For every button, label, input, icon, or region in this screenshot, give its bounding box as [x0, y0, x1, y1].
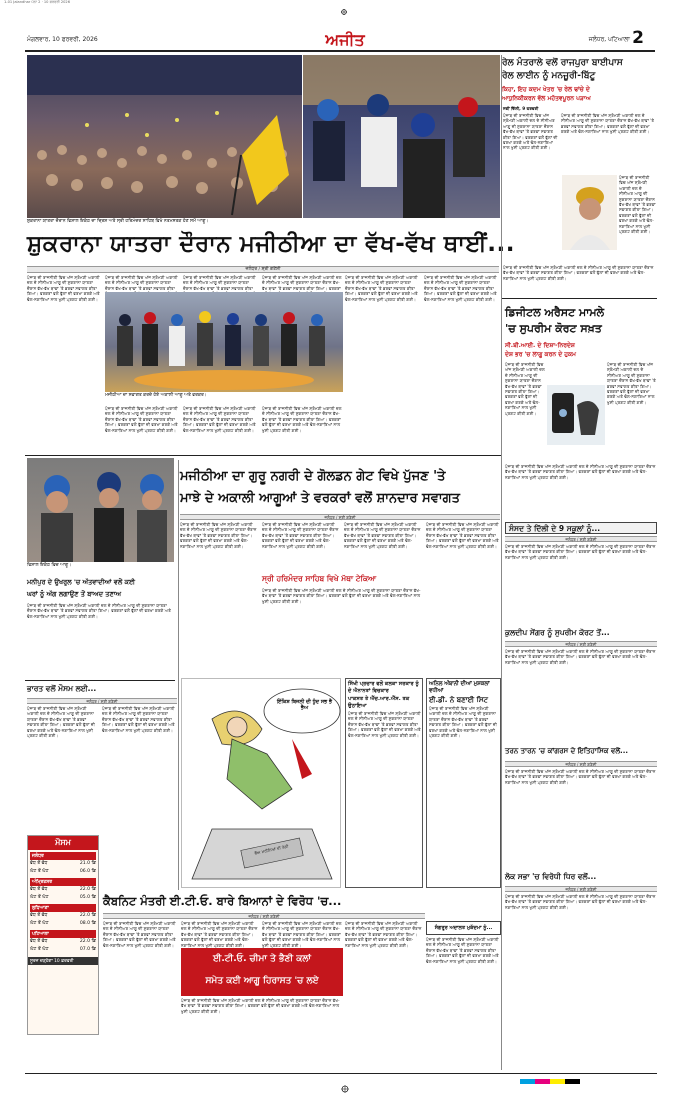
top-body-col-2: ਪੰਜਾਬ ਦੀ ਰਾਜਨੀਤੀ ਵਿਚ ਅੱਜ ਸ਼੍ਰੋਮਣੀ ਅਕਾਲੀ ਦਲ ਦੇ ਸੀਨੀਅਰ ਆਗੂ ਦੀ ਸ਼ੁਕਰਾਨਾ ਯਾਤਰਾ ਦੌਰਾਨ ਵੱਖ-ਵੱਖ ਥਾਵਾਂ 'ਤੇ ਭਰਵਾਂ ਸਵਾਗਤ ਕੀਤਾ	[105, 275, 178, 291]
weather-city: ਜਲੰਧਰ	[30, 852, 96, 860]
rail-body-4: ਪੰਜਾਬ ਦੀ ਰਾਜਨੀਤੀ ਵਿਚ ਅੱਜ ਸ਼੍ਰੋਮਣੀ ਅਕਾਲੀ ਦਲ ਦੇ ਸੀਨੀਅਰ ਆਗੂ ਦੀ ਸ਼ੁਕਰਾਨਾ ਯਾਤਰਾ ਦੌਰਾਨ ਵੱਖ-ਵੱਖ ਥਾਵਾਂ 'ਤੇ ਭਰਵਾਂ ਸਵਾਗਤ ਕੀਤਾ ਗਿਆ। ਵਰਕਰਾਂ ਵਲੋਂ ਫੁੱਲਾਂ ਦੀ ਵਰਖਾ ਕਰਕੇ ਅਤੇ ਢੋਲ-ਨਗਾਰਿਆਂ ਨਾਲ ਖੁਸ਼ੀ ਪ੍ਰਗਟ ਕੀਤੀ ਗਈ।	[503, 265, 654, 281]
weather-min-label: ਘੱਟ ਤੋਂ ਘੱਟ	[30, 947, 49, 952]
masthead-title: ਅਜੀਤ	[325, 30, 365, 49]
tarn-taran-body: ਪੰਜਾਬ ਦੀ ਰਾਜਨੀਤੀ ਵਿਚ ਅੱਜ ਸ਼੍ਰੋਮਣੀ ਅਕਾਲੀ ਦਲ ਦੇ ਸੀਨੀਅਰ ਆਗੂ ਦੀ ਸ਼ੁਕਰਾਨਾ ਯਾਤਰਾ ਦੌਰਾਨ ਵੱਖ-ਵੱਖ ਥਾਵਾਂ 'ਤੇ ਭਰਵਾਂ ਸਵਾਗਤ ਕੀਤਾ ਗਿਆ। ਵਰਕਰਾਂ ਵਲੋਂ ਫੁੱਲਾਂ ਦੀ ਵਰਖਾ ਕਰਕੇ ਅਤੇ ਢੋਲ-ਨਗਾਰਿਆਂ ਨਾਲ ਖੁਸ਼ੀ ਪ੍ਰਗਟ ਕੀਤੀ ਗਈ।	[505, 769, 656, 785]
weather-min: 06.0 ਡਿ	[79, 869, 96, 874]
cabinet-headline: ਕੈਬਨਿਟ ਮੰਤਰੀ ਈ.ਟੀ.ਓ. ਬਾਰੇ ਬਿਆਨਾਂ ਦੇ ਵਿਰੋਧ 'ਚ...	[103, 894, 342, 908]
weather-max-label: ਵੱਧ ਤੋਂ ਵੱਧ	[30, 913, 48, 918]
weather-min: 05.0 ਡਿ	[79, 895, 96, 900]
left-divider	[25, 680, 175, 681]
bittu-portrait-photo	[562, 175, 617, 250]
top-body-col-1: ਪੰਜਾਬ ਦੀ ਰਾਜਨੀਤੀ ਵਿਚ ਅੱਜ ਸ਼੍ਰੋਮਣੀ ਅਕਾਲੀ ਦਲ ਦੇ ਸੀਨੀਅਰ ਆਗੂ ਦੀ ਸ਼ੁਕਰਾਨਾ ਯਾਤਰਾ ਦੌਰਾਨ ਵੱਖ-ਵੱਖ ਥਾਵਾਂ 'ਤੇ ਭਰਵਾਂ ਸਵਾਗਤ ਕੀਤਾ ਗਿਆ। ਵਰਕਰਾਂ ਵਲੋਂ ਫੁੱਲਾਂ ਦੀ ਵਰਖਾ ਕਰਕੇ ਅਤੇ ਢੋਲ-ਨਗਾਰਿਆਂ ਨਾਲ ਖੁਸ਼ੀ ਪ੍ਰਗਟ ਕੀਤੀ ਗਈ।	[27, 275, 100, 302]
col-rule-1	[501, 55, 502, 1070]
mid-body-b: ਪੰਜਾਬ ਦੀ ਰਾਜਨੀਤੀ ਵਿਚ ਅੱਜ ਸ਼੍ਰੋਮਣੀ ਅਕਾਲੀ ਦਲ ਦੇ ਸੀਨੀਅਰ ਆਗੂ ਦੀ ਸ਼ੁਕਰਾਨਾ ਯਾਤਰਾ ਦੌਰਾਨ ਵੱਖ-ਵੱਖ ਥਾਵਾਂ 'ਤੇ ਭਰਵਾਂ ਸਵਾਗਤ ਕੀਤਾ ਗਿਆ। ਵਰਕਰਾਂ ਵਲੋਂ ਫੁੱਲਾਂ ਦੀ ਵਰਖਾ ਕਰਕੇ ਅਤੇ ਢੋਲ-ਨਗਾਰਿਆਂ ਨਾਲ ਖੁਸ਼ੀ ਪ੍ਰਗਟ ਕੀਤੀ ਗਈ।	[183, 406, 256, 433]
top-strip: 1-01 Jalandhar ਪੰਨਾ 2 · 10 ਫਰਵਰੀ 2026	[4, 0, 71, 4]
cabinet-byline-bar: ਜਲੰਧਰ / ਸ਼੍ਰੀ ਗਣੇਸ਼ੀ	[103, 913, 425, 919]
leaders-group-photo	[27, 458, 174, 562]
political-cartoon	[181, 678, 341, 888]
registration-mark-bottom	[341, 1078, 349, 1086]
top-body-col-3: ਪੰਜਾਬ ਦੀ ਰਾਜਨੀਤੀ ਵਿਚ ਅੱਜ ਸ਼੍ਰੋਮਣੀ ਅਕਾਲੀ ਦਲ ਦੇ ਸੀਨੀਅਰ ਆਗੂ ਦੀ ਸ਼ੁਕਰਾਨਾ ਯਾਤਰਾ ਦੌਰਾਨ ਵੱਖ-ਵੱਖ ਥਾਵਾਂ 'ਤੇ ਭਰਵਾਂ ਸਵਾਗਤ ਕੀਤਾ	[183, 275, 256, 291]
top-body-col-4: ਪੰਜਾਬ ਦੀ ਰਾਜਨੀਤੀ ਵਿਚ ਅੱਜ ਸ਼੍ਰੋਮਣੀ ਅਕਾਲੀ ਦਲ ਦੇ ਸੀਨੀਅਰ ਆਗੂ ਦੀ ਸ਼ੁਕਰਾਨਾ ਯਾਤਰਾ ਦੌਰਾਨ ਵੱਖ-ਵੱਖ ਥਾਵਾਂ 'ਤੇ ਭਰਵਾਂ ਸਵਾਗਤ ਕੀਤਾ ਗਿਆ। ਵਰਕਰਾਂ	[262, 275, 342, 291]
gg-body-3: ਪੰਜਾਬ ਦੀ ਰਾਜਨੀਤੀ ਵਿਚ ਅੱਜ ਸ਼੍ਰੋਮਣੀ ਅਕਾਲੀ ਦਲ ਦੇ ਸੀਨੀਅਰ ਆਗੂ ਦੀ ਸ਼ੁਕਰਾਨਾ ਯਾਤਰਾ ਦੌਰਾਨ ਵੱਖ-ਵੱਖ ਥਾਵਾਂ 'ਤੇ ਭਰਵਾਂ ਸਵਾਗਤ ਕੀਤਾ ਗਿਆ। ਵਰਕਰਾਂ ਵਲੋਂ ਫੁੱਲਾਂ ਦੀ ਵਰਖਾ ਕਰਕੇ ਅਤੇ ਢੋਲ-ਨਗਾਰਿਆਂ ਨਾਲ ਖੁਸ਼ੀ ਪ੍ਰਗਟ ਕੀਤੀ ਗਈ।	[344, 522, 421, 549]
weather-max-label: ਵੱਧ ਤੋਂ ਵੱਧ	[30, 939, 48, 944]
golden-gate-headline-2: ਮਾਝੇ ਦੇ ਅਕਾਲੀ ਆਗੂਆਂ ਤੇ ਵਰਕਰਾਂ ਵਲੋਂ ਸ਼ਾਨਦਾਰ ਸਵਾਗਤ	[180, 491, 460, 506]
da-body-3: ਪੰਜਾਬ ਦੀ ਰਾਜਨੀਤੀ ਵਿਚ ਅੱਜ ਸ਼੍ਰੋਮਣੀ ਅਕਾਲੀ ਦਲ ਦੇ ਸੀਨੀਅਰ ਆਗੂ ਦੀ ਸ਼ੁਕਰਾਨਾ ਯਾਤਰਾ ਦੌਰਾਨ ਵੱਖ-ਵੱਖ ਥਾਵਾਂ 'ਤੇ ਭਰਵਾਂ ਸਵਾਗਤ ਕੀਤਾ ਗਿਆ। ਵਰਕਰਾਂ ਵਲੋਂ ਫੁੱਲਾਂ ਦੀ ਵਰਖਾ ਕਰਕੇ ਅਤੇ ਢੋਲ-ਨਗਾਰਿਆਂ ਨਾਲ ਖੁਸ਼ੀ ਪ੍ਰਗਟ ਕੀਤੀ ਗਈ।	[505, 464, 656, 480]
top-body-col-5: ਪੰਜਾਬ ਦੀ ਰਾਜਨੀਤੀ ਵਿਚ ਅੱਜ ਸ਼੍ਰੋਮਣੀ ਅਕਾਲੀ ਦਲ ਦੇ ਸੀਨੀਅਰ ਆਗੂ ਦੀ ਸ਼ੁਕਰਾਨਾ ਯਾਤਰਾ ਦੌਰਾਨ ਵੱਖ-ਵੱਖ ਥਾਵਾਂ 'ਤੇ ਭਰਵਾਂ ਸਵਾਗਤ ਕੀਤਾ ਗਿਆ। ਵਰਕਰਾਂ ਵਲੋਂ ਫੁੱਲਾਂ ਦੀ ਵਰਖਾ ਕਰਕੇ ਅਤੇ ਢੋਲ-ਨਗਾਰਿਆਂ ਨਾਲ ਖੁਸ਼ੀ ਪ੍ਰਗਟ ਕੀਤੀ ਗਈ।	[345, 275, 418, 302]
masthead-edition: ਜਲੰਧਰ, ਪਟਿਆਲਾ	[588, 36, 630, 43]
gg-body-4: ਪੰਜਾਬ ਦੀ ਰਾਜਨੀਤੀ ਵਿਚ ਅੱਜ ਸ਼੍ਰੋਮਣੀ ਅਕਾਲੀ ਦਲ ਦੇ ਸੀਨੀਅਰ ਆਗੂ ਦੀ ਸ਼ੁਕਰਾਨਾ ਯਾਤਰਾ ਦੌਰਾਨ ਵੱਖ-ਵੱਖ ਥਾਵਾਂ 'ਤੇ ਭਰਵਾਂ ਸਵਾਗਤ ਕੀਤਾ ਗਿਆ। ਵਰਕਰਾਂ ਵਲੋਂ ਫੁੱਲਾਂ ਦੀ ਵਰਖਾ ਕਰਕੇ ਅਤੇ ਢੋਲ-ਨਗਾਰਿਆਂ ਨਾਲ ਖੁਸ਼ੀ ਪ੍ਰਗਟ ਕੀਤੀ ਗਈ।	[426, 522, 499, 549]
weather-title: ਮੌਸਮ	[28, 836, 98, 850]
cab-body-1: ਪੰਜਾਬ ਦੀ ਰਾਜਨੀਤੀ ਵਿਚ ਅੱਜ ਸ਼੍ਰੋਮਣੀ ਅਕਾਲੀ ਦਲ ਦੇ ਸੀਨੀਅਰ ਆਗੂ ਦੀ ਸ਼ੁਕਰਾਨਾ ਯਾਤਰਾ ਦੌਰਾਨ ਵੱਖ-ਵੱਖ ਥਾਵਾਂ 'ਤੇ ਭਰਵਾਂ ਸਵਾਗਤ ਕੀਤਾ ਗਿਆ। ਵਰਕਰਾਂ ਵਲੋਂ ਫੁੱਲਾਂ ਦੀ ਵਰਖਾ ਕਰਕੇ ਅਤੇ ਢੋਲ-ਨਗਾਰਿਆਂ ਨਾਲ ਖੁਸ਼ੀ ਪ੍ਰਗਟ ਕੀਤੀ ਗਈ।	[103, 921, 176, 948]
golden-gate-byline-bar: ਜਲੰਧਰ / ਸ਼੍ਰੀ ਗਣੇਸ਼ੀ	[180, 514, 500, 520]
digital-arrest-subhead-1: ਸੀ.ਬੀ.ਆਈ. ਦੇ ਦਿਸ਼ਾ-ਨਿਰਦੇਸ਼	[505, 342, 575, 349]
weather-max-label: ਵੱਧ ਤੋਂ ਵੱਧ	[30, 861, 48, 866]
top-story-byline-bar: ਜਲੰਧਰ / ਸ਼੍ਰੀ ਗਣੇਸ਼ੀ	[27, 266, 499, 273]
left-body-b: ਪੰਜਾਬ ਦੀ ਰਾਜਨੀਤੀ ਵਿਚ ਅੱਜ ਸ਼੍ਰੋਮਣੀ ਅਕਾਲੀ ਦਲ ਦੇ ਸੀਨੀਅਰ ਆਗੂ ਦੀ ਸ਼ੁਕਰਾਨਾ ਯਾਤਰਾ ਦੌਰਾਨ ਵੱਖ-ਵੱਖ ਥਾਵਾਂ 'ਤੇ ਭਰਵਾਂ ਸਵਾਗਤ ਕੀਤਾ ਗਿਆ। ਵਰਕਰਾਂ ਵਲੋਂ ਫੁੱਲਾਂ ਦੀ ਵਰਖਾ ਕਰਕੇ ਅਤੇ ਢੋਲ-ਨਗਾਰਿਆਂ ਨਾਲ ਖੁਸ਼ੀ ਪ੍ਰਗਟ ਕੀਤੀ ਗਈ।	[102, 706, 175, 733]
flower-welcome-photo	[105, 292, 343, 392]
ambani-box-headline-2: ਈ.ਡੀ. ਨੇ ਬਣਾਈ ਸਿਟ	[429, 696, 488, 704]
weather-city: ਅੰਮ੍ਰਿਤਸਰ	[30, 878, 96, 886]
top-body-col-6: ਪੰਜਾਬ ਦੀ ਰਾਜਨੀਤੀ ਵਿਚ ਅੱਜ ਸ਼੍ਰੋਮਣੀ ਅਕਾਲੀ ਦਲ ਦੇ ਸੀਨੀਅਰ ਆਗੂ ਦੀ ਸ਼ੁਕਰਾਨਾ ਯਾਤਰਾ ਦੌਰਾਨ ਵੱਖ-ਵੱਖ ਥਾਵਾਂ 'ਤੇ ਭਰਵਾਂ ਸਵਾਗਤ ਕੀਤਾ ਗਿਆ। ਵਰਕਰਾਂ ਵਲੋਂ ਫੁੱਲਾਂ ਦੀ ਵਰਖਾ ਕਰਕੇ ਅਤੇ ਢੋਲ-ਨਗਾਰਿਆਂ ਨਾਲ ਖੁਸ਼ੀ ਪ੍ਰਗਟ ਕੀਤੀ ਗਈ।	[424, 275, 497, 302]
footer-rule	[25, 1073, 657, 1074]
manipur-headline-1: ਮਨੀਪੁਰ ਦੇ ਉਖਰੁਲ 'ਚ ਅੱਤਵਾਦੀਆਂ ਵਲੋਂ ਕਈ	[27, 578, 135, 586]
cab-body-5: ਪੰਜਾਬ ਦੀ ਰਾਜਨੀਤੀ ਵਿਚ ਅੱਜ ਸ਼੍ਰੋਮਣੀ ਅਕਾਲੀ ਦਲ ਦੇ ਸੀਨੀਅਰ ਆਗੂ ਦੀ ਸ਼ੁਕਰਾਨਾ ਯਾਤਰਾ ਦੌਰਾਨ ਵੱਖ-ਵੱਖ ਥਾਵਾਂ 'ਤੇ ਭਰਵਾਂ ਸਵਾਗਤ ਕੀਤਾ ਗਿਆ। ਵਰਕਰਾਂ ਵਲੋਂ ਫੁੱਲਾਂ ਦੀ ਵਰਖਾ ਕਰਕੇ ਅਤੇ ਢੋਲ-ਨਗਾਰਿਆਂ ਨਾਲ ਖੁਸ਼ੀ ਪ੍ਰਗਟ ਕੀਤੀ ਗਈ।	[345, 921, 422, 948]
ambani-box-body: ਪੰਜਾਬ ਦੀ ਰਾਜਨੀਤੀ ਵਿਚ ਅੱਜ ਸ਼੍ਰੋਮਣੀ ਅਕਾਲੀ ਦਲ ਦੇ ਸੀਨੀਅਰ ਆਗੂ ਦੀ ਸ਼ੁਕਰਾਨਾ ਯਾਤਰਾ ਦੌਰਾਨ ਵੱਖ-ਵੱਖ ਥਾਵਾਂ 'ਤੇ ਭਰਵਾਂ ਸਵਾਗਤ ਕੀਤਾ ਗਿਆ। ਵਰਕਰਾਂ ਵਲੋਂ ਫੁੱਲਾਂ ਦੀ ਵਰਖਾ ਕਰਕੇ ਅਤੇ ਢੋਲ-ਨਗਾਰਿਆਂ ਨਾਲ ਖੁਸ਼ੀ ਪ੍ਰਗਟ ਕੀਤੀ ਗਈ।	[429, 706, 497, 739]
weather-min-label: ਘੱਟ ਤੋਂ ਘੱਟ	[30, 895, 49, 900]
sengar-body: ਪੰਜਾਬ ਦੀ ਰਾਜਨੀਤੀ ਵਿਚ ਅੱਜ ਸ਼੍ਰੋਮਣੀ ਅਕਾਲੀ ਦਲ ਦੇ ਸੀਨੀਅਰ ਆਗੂ ਦੀ ਸ਼ੁਕਰਾਨਾ ਯਾਤਰਾ ਦੌਰਾਨ ਵੱਖ-ਵੱਖ ਥਾਵਾਂ 'ਤੇ ਭਰਵਾਂ ਸਵਾਗਤ ਕੀਤਾ ਗਿਆ। ਵਰਕਰਾਂ ਵਲੋਂ ਫੁੱਲਾਂ ਦੀ ਵਰਖਾ ਕਰਕੇ ਅਤੇ ਢੋਲ-ਨਗਾਰਿਆਂ ਨਾਲ ਖੁਸ਼ੀ ਪ੍ਰਗਟ ਕੀਤੀ ਗਈ।	[505, 649, 656, 665]
weather-row	[28, 850, 98, 876]
weather-row	[28, 902, 98, 928]
digital-arrest-headline-1: ਡਿਜੀਟਲ ਅਰੈਸਟ ਮਾਮਲੇ	[505, 306, 605, 319]
manipur-body: ਪੰਜਾਬ ਦੀ ਰਾਜਨੀਤੀ ਵਿਚ ਅੱਜ ਸ਼੍ਰੋਮਣੀ ਅਕਾਲੀ ਦਲ ਦੇ ਸੀਨੀਅਰ ਆਗੂ ਦੀ ਸ਼ੁਕਰਾਨਾ ਯਾਤਰਾ ਦੌਰਾਨ ਵੱਖ-ਵੱਖ ਥਾਵਾਂ 'ਤੇ ਭਰਵਾਂ ਸਵਾਗਤ ਕੀਤਾ ਗਿਆ। ਵਰਕਰਾਂ ਵਲੋਂ ਫੁੱਲਾਂ ਦੀ ਵਰਖਾ ਕਰਕੇ ਅਤੇ ਢੋਲ-ਨਗਾਰਿਆਂ ਨਾਲ ਖੁਸ਼ੀ ਪ੍ਰਗਟ ਕੀਤੀ ਗਈ।	[27, 603, 171, 619]
da-body-2: ਪੰਜਾਬ ਦੀ ਰਾਜਨੀਤੀ ਵਿਚ ਅੱਜ ਸ਼੍ਰੋਮਣੀ ਅਕਾਲੀ ਦਲ ਦੇ ਸੀਨੀਅਰ ਆਗੂ ਦੀ ਸ਼ੁਕਰਾਨਾ ਯਾਤਰਾ ਦੌਰਾਨ ਵੱਖ-ਵੱਖ ਥਾਵਾਂ 'ਤੇ ਭਰਵਾਂ ਸਵਾਗਤ ਕੀਤਾ ਗਿਆ। ਵਰਕਰਾਂ ਵਲੋਂ ਫੁੱਲਾਂ ਦੀ ਵਰਖਾ ਕਰਕੇ ਅਤੇ ਢੋਲ-ਨਗਾਰਿਆਂ ਨਾਲ ਖੁਸ਼ੀ ਪ੍ਰਗਟ ਕੀਤੀ ਗਈ।	[607, 362, 656, 405]
manipur-headline-2: ਘਰਾਂ ਨੂੰ ਅੱਗ ਲਗਾਉਣ ਤੋਂ ਬਾਅਦ ਤਣਾਅ	[27, 590, 122, 598]
rail-headline-2: ਰੇਲ ਲਾਈਨ ਨੂੰ ਮਨਜ਼ੂਰੀ-ਬਿੱਟੂ	[502, 71, 596, 81]
ambani-box-headline: ਅਨਿਲ ਅੰਬਾਨੀ ਦੀਆਂ ਮੁਸ਼ਕਲਾਂ ਵਧੀਆਂ	[429, 681, 490, 694]
sengar-byline-bar: ਜਲੰਧਰ / ਸ਼੍ਰੀ ਗਣੇਸ਼ੀ	[505, 641, 657, 647]
rail-headline-1: ਰੇਲ ਮੰਤਰਾਲੇ ਵਲੋਂ ਰਾਜਪੁਰਾ ਬਾਈਪਾਸ	[502, 58, 623, 68]
registration-mark	[341, 0, 347, 6]
sikh-box-body: ਪੰਜਾਬ ਦੀ ਰਾਜਨੀਤੀ ਵਿਚ ਅੱਜ ਸ਼੍ਰੋਮਣੀ ਅਕਾਲੀ ਦਲ ਦੇ ਸੀਨੀਅਰ ਆਗੂ ਦੀ ਸ਼ੁਕਰਾਨਾ ਯਾਤਰਾ ਦੌਰਾਨ ਵੱਖ-ਵੱਖ ਥਾਵਾਂ 'ਤੇ ਭਰਵਾਂ ਸਵਾਗਤ ਕੀਤਾ ਗਿਆ। ਵਰਕਰਾਂ ਵਲੋਂ ਫੁੱਲਾਂ ਦੀ ਵਰਖਾ ਕਰਕੇ ਅਤੇ ਢੋਲ-ਨਗਾਰਿਆਂ ਨਾਲ ਖੁਸ਼ੀ ਪ੍ਰਗਟ ਕੀਤੀ ਗਈ।	[348, 711, 421, 738]
tarn-taran-byline-bar: ਜਲੰਧਰ / ਸ਼੍ਰੀ ਗਣੇਸ਼ੀ	[505, 761, 657, 767]
tarn-taran-headline: ਤਰਨ ਤਾਰਨ 'ਚ ਕਾਂਗਰਸ ਦੇ ਇਤਿਹਾਸਿਕ ਵਲੋਂ...	[505, 747, 629, 755]
left-byline-bar: ਜਲੰਧਰ / ਸ਼੍ਰੀ ਗਣੇਸ਼ੀ	[27, 698, 177, 704]
weather-row	[28, 928, 98, 954]
red-box-line-2: ਸਮੇਤ ਕਈ ਆਗੂ ਹਿਰਾਸਤ 'ਚ ਲਏ	[205, 976, 319, 986]
rail-byline: ਨਵੀਂ ਦਿੱਲੀ, 9 ਫਰਵਰੀ	[503, 106, 539, 111]
lok-sabha-body: ਪੰਜਾਬ ਦੀ ਰਾਜਨੀਤੀ ਵਿਚ ਅੱਜ ਸ਼੍ਰੋਮਣੀ ਅਕਾਲੀ ਦਲ ਦੇ ਸੀਨੀਅਰ ਆਗੂ ਦੀ ਸ਼ੁਕਰਾਨਾ ਯਾਤਰਾ ਦੌਰਾਨ ਵੱਖ-ਵੱਖ ਥਾਵਾਂ 'ਤੇ ਭਰਵਾਂ ਸਵਾਗਤ ਕੀਤਾ ਗਿਆ। ਵਰਕਰਾਂ ਵਲੋਂ ਫੁੱਲਾਂ ਦੀ ਵਰਖਾ ਕਰਕੇ ਅਤੇ ਢੋਲ-ਨਗਾਰਿਆਂ ਨਾਲ ਖੁਸ਼ੀ ਪ੍ਰਗਟ ਕੀਤੀ ਗਈ।	[505, 894, 656, 910]
digital-arrest-headline-2: 'ਚ ਸੁਪਰੀਮ ਕੋਰਟ ਸਖ਼ਤ	[505, 322, 602, 335]
right-divider-1	[502, 298, 657, 299]
sikh-box	[345, 678, 423, 888]
india-weather-headline: ਭਾਰਤ ਵਲੋਂ ਮੌਸਮ ਲਈ...	[27, 684, 97, 693]
masthead-date: ਮੰਗਲਵਾਰ, 10 ਫਰਵਰੀ, 2026	[27, 36, 98, 43]
digital-arrest-subhead-2: ਦੇਸ਼ ਭਰ 'ਚ ਲਾਗੂ ਕਰਨ ਦੇ ਹੁਕਮ	[505, 351, 576, 358]
rail-body-1: ਪੰਜਾਬ ਦੀ ਰਾਜਨੀਤੀ ਵਿਚ ਅੱਜ ਸ਼੍ਰੋਮਣੀ ਅਕਾਲੀ ਦਲ ਦੇ ਸੀਨੀਅਰ ਆਗੂ ਦੀ ਸ਼ੁਕਰਾਨਾ ਯਾਤਰਾ ਦੌਰਾਨ ਵੱਖ-ਵੱਖ ਥਾਵਾਂ 'ਤੇ ਭਰਵਾਂ ਸਵਾਗਤ ਕੀਤਾ ਗਿਆ। ਵਰਕਰਾਂ ਵਲੋਂ ਫੁੱਲਾਂ ਦੀ ਵਰਖਾ ਕਰਕੇ ਅਤੇ ਢੋਲ-ਨਗਾਰਿਆਂ ਨਾਲ ਖੁਸ਼ੀ ਪ੍ਰਗਟ ਕੀਤੀ ਗਈ।	[503, 113, 558, 151]
rail-body-2: ਪੰਜਾਬ ਦੀ ਰਾਜਨੀਤੀ ਵਿਚ ਅੱਜ ਸ਼੍ਰੋਮਣੀ ਅਕਾਲੀ ਦਲ ਦੇ ਸੀਨੀਅਰ ਆਗੂ ਦੀ ਸ਼ੁਕਰਾਨਾ ਯਾਤਰਾ ਦੌਰਾਨ ਵੱਖ-ਵੱਖ ਥਾਵਾਂ 'ਤੇ ਭਰਵਾਂ ਸਵਾਗਤ ਕੀਤਾ ਗਿਆ। ਵਰਕਰਾਂ ਵਲੋਂ ਫੁੱਲਾਂ ਦੀ ਵਰਖਾ ਕਰਕੇ ਅਤੇ ਢੋਲ-ਨਗਾਰਿਆਂ ਨਾਲ ਖੁਸ਼ੀ ਪ੍ਰਗਟ ਕੀਤੀ ਗਈ।	[561, 113, 655, 135]
left-body-a: ਪੰਜਾਬ ਦੀ ਰਾਜਨੀਤੀ ਵਿਚ ਅੱਜ ਸ਼੍ਰੋਮਣੀ ਅਕਾਲੀ ਦਲ ਦੇ ਸੀਨੀਅਰ ਆਗੂ ਦੀ ਸ਼ੁਕਰਾਨਾ ਯਾਤਰਾ ਦੌਰਾਨ ਵੱਖ-ਵੱਖ ਥਾਵਾਂ 'ਤੇ ਭਰਵਾਂ ਸਵਾਗਤ ਕੀਤਾ ਗਿਆ। ਵਰਕਰਾਂ ਵਲੋਂ ਫੁੱਲਾਂ ਦੀ ਵਰਖਾ ਕਰਕੇ ਅਤੇ ਢੋਲ-ਨਗਾਰਿਆਂ ਨਾਲ ਖੁਸ਼ੀ ਪ੍ਰਗਟ ਕੀਤੀ ਗਈ।	[27, 706, 95, 739]
weather-max: 22.0 ਡਿ	[79, 939, 96, 944]
golden-gate-headline-1: ਮਜੀਠੀਆ ਦਾ ਗੁਰੂ ਨਗਰੀ ਦੇ ਗੋਲਡਨ ਗੇਟ ਵਿਖੇ ਪੁੱਜਣ 'ਤੇ	[180, 469, 446, 484]
weather-city: ਪਟਿਆਲਾ	[30, 930, 96, 938]
rail-subhead-1: ਕਿਹਾ, ਇਹ ਕਦਮ ਖੇਤਰ 'ਚ ਰੇਲ ਢਾਂਚੇ ਦੇ	[502, 86, 590, 93]
sengar-headline: ਕੁਲਦੀਪ ਸੇਂਗਰ ਨੂੰ ਸੁਪਰੀਮ ਕੋਰਟ ਤੋਂ...	[505, 628, 610, 637]
cab-body-6: ਪੰਜਾਬ ਦੀ ਰਾਜਨੀਤੀ ਵਿਚ ਅੱਜ ਸ਼੍ਰੋਮਣੀ ਅਕਾਲੀ ਦਲ ਦੇ ਸੀਨੀਅਰ ਆਗੂ ਦੀ ਸ਼ੁਕਰਾਨਾ ਯਾਤਰਾ ਦੌਰਾਨ ਵੱਖ-ਵੱਖ ਥਾਵਾਂ 'ਤੇ ਭਰਵਾਂ ਸਵਾਗਤ ਕੀਤਾ ਗਿਆ। ਵਰਕਰਾਂ ਵਲੋਂ ਫੁੱਲਾਂ ਦੀ ਵਰਖਾ ਕਰਕੇ ਅਤੇ ਢੋਲ-ਨਗਾਰਿਆਂ ਨਾਲ ਖੁਸ਼ੀ ਪ੍ਰਗਟ ਕੀਤੀ ਗਈ।	[426, 937, 499, 964]
weather-box	[27, 835, 99, 1035]
gg-body-5: ਪੰਜਾਬ ਦੀ ਰਾਜਨੀਤੀ ਵਿਚ ਅੱਜ ਸ਼੍ਰੋਮਣੀ ਅਕਾਲੀ ਦਲ ਦੇ ਸੀਨੀਅਰ ਆਗੂ ਦੀ ਸ਼ੁਕਰਾਨਾ ਯਾਤਰਾ ਦੌਰਾਨ ਵੱਖ-ਵੱਖ ਥਾਵਾਂ 'ਤੇ ਭਰਵਾਂ ਸਵਾਗਤ ਕੀਤਾ ਗਿਆ। ਵਰਕਰਾਂ ਵਲੋਂ ਫੁੱਲਾਂ ਦੀ ਵਰਖਾ ਕਰਕੇ ਅਤੇ ਢੋਲ-ਨਗਾਰਿਆਂ ਨਾਲ ਖੁਸ਼ੀ ਪ੍ਰਗਟ ਕੀਤੀ ਗਈ।	[262, 588, 421, 604]
mid-photo-caption: ਮਜੀਠੀਆ ਦਾ ਸਵਾਗਤ ਕਰਦੇ ਹੋਏ ਅਕਾਲੀ ਆਗੂ ਅਤੇ ਵਰਕਰ।	[105, 393, 207, 398]
mid-body-c: ਪੰਜਾਬ ਦੀ ਰਾਜਨੀਤੀ ਵਿਚ ਅੱਜ ਸ਼੍ਰੋਮਣੀ ਅਕਾਲੀ ਦਲ ਦੇ ਸੀਨੀਅਰ ਆਗੂ ਦੀ ਸ਼ੁਕਰਾਨਾ ਯਾਤਰਾ ਦੌਰਾਨ ਵੱਖ-ਵੱਖ ਥਾਵਾਂ 'ਤੇ ਭਰਵਾਂ ਸਵਾਗਤ ਕੀਤਾ ਗਿਆ। ਵਰਕਰਾਂ ਵਲੋਂ ਫੁੱਲਾਂ ਦੀ ਵਰਖਾ ਕਰਕੇ ਅਤੇ ਢੋਲ-ਨਗਾਰਿਆਂ ਨਾਲ ਖੁਸ਼ੀ ਪ੍ਰਗਟ ਕੀਤੀ ਗਈ।	[262, 406, 342, 433]
cab-body-4: ਪੰਜਾਬ ਦੀ ਰਾਜਨੀਤੀ ਵਿਚ ਅੱਜ ਸ਼੍ਰੋਮਣੀ ਅਕਾਲੀ ਦਲ ਦੇ ਸੀਨੀਅਰ ਆਗੂ ਦੀ ਸ਼ੁਕਰਾਨਾ ਯਾਤਰਾ ਦੌਰਾਨ ਵੱਖ-ਵੱਖ ਥਾਵਾਂ 'ਤੇ ਭਰਵਾਂ ਸਵਾਗਤ ਕੀਤਾ ਗਿਆ। ਵਰਕਰਾਂ ਵਲੋਂ ਫੁੱਲਾਂ ਦੀ ਵਰਖਾ ਕਰਕੇ ਅਤੇ ਢੋਲ-ਨਗਾਰਿਆਂ ਨਾਲ ਖੁਸ਼ੀ ਪ੍ਰਗਟ ਕੀਤੀ ਗਈ।	[181, 998, 340, 1014]
weather-max: 22.0 ਡਿ	[79, 887, 96, 892]
schools-headline: ਸੰਸਦ ਤੇ ਦਿੱਲੀ ਦੇ 9 ਸਕੂਲਾਂ ਨੂੰ...	[509, 524, 601, 533]
rally-crowd-photo	[27, 55, 302, 218]
weather-min-label: ਘੱਟ ਤੋਂ ਘੱਟ	[30, 921, 49, 926]
sikh-box-headline: ਸਿੱਖੀ ਪ੍ਰਚਾਰ ਵਲੋਂ ਕਲਕਾ ਸਰਕਾਰ ਨੂੰ ਦੇ ਐਨਾਨਤਾਂ ਵਿਚਕਾਰ	[348, 681, 419, 694]
sangrur-box: ਸੰਗਰੂਰ ਅਦਾਲਤ ਮੁਕੱਦਮਾ ਨੂੰ...	[426, 921, 501, 935]
rail-subhead-2: ਆਧੁਨਿਕੀਕਰਨ ਵੱਲ ਮਹੱਤਵਪੂਰਨ ਪੜਾਅ	[502, 95, 591, 102]
harmandir-subhead: ਸ੍ਰੀ ਹਰਿਮੰਦਰ ਸਾਹਿਬ ਵਿਖੇ ਮੱਥਾ ਟੇਕਿਆ	[262, 574, 377, 583]
schools-byline-bar: ਜਲੰਧਰ / ਸ਼੍ਰੀ ਗਣੇਸ਼ੀ	[505, 536, 657, 542]
digital-arrest-illustration	[547, 385, 605, 445]
left-photo-caption: ਵਿਸ਼ਾਲ ਇਕੱਠ ਵਿਚ ਆਗੂ।	[27, 563, 72, 568]
golden-temple-leaders-photo	[303, 55, 500, 218]
sikh-box-headline-2: ਪਾਕਸਤ ਤੇ ਐੱਚ.ਆਰ.ਐੱਸ. ਤਕ ਉਠਾਇਆ	[348, 696, 410, 709]
mid-body-a: ਪੰਜਾਬ ਦੀ ਰਾਜਨੀਤੀ ਵਿਚ ਅੱਜ ਸ਼੍ਰੋਮਣੀ ਅਕਾਲੀ ਦਲ ਦੇ ਸੀਨੀਅਰ ਆਗੂ ਦੀ ਸ਼ੁਕਰਾਨਾ ਯਾਤਰਾ ਦੌਰਾਨ ਵੱਖ-ਵੱਖ ਥਾਵਾਂ 'ਤੇ ਭਰਵਾਂ ਸਵਾਗਤ ਕੀਤਾ ਗਿਆ। ਵਰਕਰਾਂ ਵਲੋਂ ਫੁੱਲਾਂ ਦੀ ਵਰਖਾ ਕਰਕੇ ਅਤੇ ਢੋਲ-ਨਗਾਰਿਆਂ ਨਾਲ ਖੁਸ਼ੀ ਪ੍ਰਗਟ ਕੀਤੀ ਗਈ।	[105, 406, 178, 433]
color-strip	[520, 1079, 580, 1084]
ambani-box	[426, 678, 501, 888]
lok-sabha-headline: ਲੋਕ ਸਭਾ 'ਚ ਵਿਰੋਧੀ ਧਿਰ ਵਲੋਂ...	[505, 872, 597, 881]
gg-body-2: ਪੰਜਾਬ ਦੀ ਰਾਜਨੀਤੀ ਵਿਚ ਅੱਜ ਸ਼੍ਰੋਮਣੀ ਅਕਾਲੀ ਦਲ ਦੇ ਸੀਨੀਅਰ ਆਗੂ ਦੀ ਸ਼ੁਕਰਾਨਾ ਯਾਤਰਾ ਦੌਰਾਨ ਵੱਖ-ਵੱਖ ਥਾਵਾਂ 'ਤੇ ਭਰਵਾਂ ਸਵਾਗਤ ਕੀਤਾ ਗਿਆ। ਵਰਕਰਾਂ ਵਲੋਂ ਫੁੱਲਾਂ ਦੀ ਵਰਖਾ ਕਰਕੇ ਅਤੇ ਢੋਲ-ਨਗਾਰਿਆਂ ਨਾਲ ਖੁਸ਼ੀ ਪ੍ਰਗਟ ਕੀਤੀ ਗਈ।	[262, 522, 339, 549]
rail-body-3: ਪੰਜਾਬ ਦੀ ਰਾਜਨੀਤੀ ਵਿਚ ਅੱਜ ਸ਼੍ਰੋਮਣੀ ਅਕਾਲੀ ਦਲ ਦੇ ਸੀਨੀਅਰ ਆਗੂ ਦੀ ਸ਼ੁਕਰਾਨਾ ਯਾਤਰਾ ਦੌਰਾਨ ਵੱਖ-ਵੱਖ ਥਾਵਾਂ 'ਤੇ ਭਰਵਾਂ ਸਵਾਗਤ ਕੀਤਾ ਗਿਆ। ਵਰਕਰਾਂ ਵਲੋਂ ਫੁੱਲਾਂ ਦੀ ਵਰਖਾ ਕਰਕੇ ਅਤੇ ਢੋਲ-ਨਗਾਰਿਆਂ ਨਾਲ ਖੁਸ਼ੀ ਪ੍ਰਗਟ ਕੀਤੀ ਗਈ।	[619, 175, 656, 235]
weather-max: 22.0 ਡਿ	[79, 913, 96, 918]
cartoon-bubble: ਇੱਕਿਸ਼ ਬਿਜਲੀ ਦੀ ਧੂੰਦ ਸਭ ਭੈ ਭੈਅ	[277, 699, 333, 711]
top-photo-caption: ਸ਼ੁਕਰਾਨਾ ਯਾਤਰਾ ਦੌਰਾਨ ਵਿਸ਼ਾਲ ਇਕੱਠ ਦਾ ਦ੍ਰਿਸ਼ ਅਤੇ ਸ੍ਰੀ ਹਰਿਮੰਦਰ ਸਾਹਿਬ ਵਿਖੇ ਨਤਮਸਤਕ ਹੋਣ ਸਮੇਂ ਆਗੂ।	[27, 219, 209, 224]
weather-min: 07.0 ਡਿ	[79, 947, 96, 952]
schools-body: ਪੰਜਾਬ ਦੀ ਰਾਜਨੀਤੀ ਵਿਚ ਅੱਜ ਸ਼੍ਰੋਮਣੀ ਅਕਾਲੀ ਦਲ ਦੇ ਸੀਨੀਅਰ ਆਗੂ ਦੀ ਸ਼ੁਕਰਾਨਾ ਯਾਤਰਾ ਦੌਰਾਨ ਵੱਖ-ਵੱਖ ਥਾਵਾਂ 'ਤੇ ਭਰਵਾਂ ਸਵਾਗਤ ਕੀਤਾ ਗਿਆ। ਵਰਕਰਾਂ ਵਲੋਂ ਫੁੱਲਾਂ ਦੀ ਵਰਖਾ ਕਰਕੇ ਅਤੇ ਢੋਲ-ਨਗਾਰਿਆਂ ਨਾਲ ਖੁਸ਼ੀ ਪ੍ਰਗਟ ਕੀਤੀ ਗਈ।	[505, 544, 656, 560]
weather-max-label: ਵੱਧ ਤੋਂ ਵੱਧ	[30, 887, 48, 892]
page-number: 2	[632, 28, 644, 48]
weather-min-label: ਘੱਟ ਤੋਂ ਘੱਟ	[30, 869, 49, 874]
top-story-headline: ਸ਼ੁਕਰਾਨਾ ਯਾਤਰਾ ਦੌਰਾਨ ਮਜੀਠੀਆ ਦਾ ਵੱਖ-ਵੱਖ ਥਾਈਂ...	[27, 231, 515, 257]
cab-body-2: ਪੰਜਾਬ ਦੀ ਰਾਜਨੀਤੀ ਵਿਚ ਅੱਜ ਸ਼੍ਰੋਮਣੀ ਅਕਾਲੀ ਦਲ ਦੇ ਸੀਨੀਅਰ ਆਗੂ ਦੀ ਸ਼ੁਕਰਾਨਾ ਯਾਤਰਾ ਦੌਰਾਨ ਵੱਖ-ਵੱਖ ਥਾਵਾਂ 'ਤੇ ਭਰਵਾਂ ਸਵਾਗਤ ਕੀਤਾ ਗਿਆ। ਵਰਕਰਾਂ ਵਲੋਂ ਫੁੱਲਾਂ ਦੀ ਵਰਖਾ ਕਰਕੇ ਅਤੇ ਢੋਲ-ਨਗਾਰਿਆਂ ਨਾਲ ਖੁਸ਼ੀ ਪ੍ਰਗਟ ਕੀਤੀ ਗਈ।	[181, 921, 258, 948]
da-body-1: ਪੰਜਾਬ ਦੀ ਰਾਜਨੀਤੀ ਵਿਚ ਅੱਜ ਸ਼੍ਰੋਮਣੀ ਅਕਾਲੀ ਦਲ ਦੇ ਸੀਨੀਅਰ ਆਗੂ ਦੀ ਸ਼ੁਕਰਾਨਾ ਯਾਤਰਾ ਦੌਰਾਨ ਵੱਖ-ਵੱਖ ਥਾਵਾਂ 'ਤੇ ਭਰਵਾਂ ਸਵਾਗਤ ਕੀਤਾ ਗਿਆ। ਵਰਕਰਾਂ ਵਲੋਂ ਫੁੱਲਾਂ ਦੀ ਵਰਖਾ ਕਰਕੇ ਅਤੇ ਢੋਲ-ਨਗਾਰਿਆਂ ਨਾਲ ਖੁਸ਼ੀ ਪ੍ਰਗਟ ਕੀਤੀ ਗਈ।	[505, 362, 545, 416]
masthead-rule	[25, 50, 655, 52]
lok-sabha-byline-bar: ਜਲੰਧਰ / ਸ਼੍ਰੀ ਗਣੇਸ਼ੀ	[505, 886, 657, 892]
weather-max: 21.0 ਡਿ	[79, 861, 96, 866]
red-box-headline	[181, 948, 343, 996]
red-box-line-1: ਈ.ਟੀ.ਓ. ਚੀਮਾ ਤੇ ਭੈਣੀ ਕਲਾਂ	[213, 954, 311, 964]
cartoon-sign: ਭੈਅ ਮਹੀਨਿਆਂ ਦੀ ਤੰਗੀ	[254, 843, 289, 856]
schools-box	[505, 522, 657, 534]
col-rule-2	[178, 460, 179, 890]
gg-body-1: ਪੰਜਾਬ ਦੀ ਰਾਜਨੀਤੀ ਵਿਚ ਅੱਜ ਸ਼੍ਰੋਮਣੀ ਅਕਾਲੀ ਦਲ ਦੇ ਸੀਨੀਅਰ ਆਗੂ ਦੀ ਸ਼ੁਕਰਾਨਾ ਯਾਤਰਾ ਦੌਰਾਨ ਵੱਖ-ਵੱਖ ਥਾਵਾਂ 'ਤੇ ਭਰਵਾਂ ਸਵਾਗਤ ਕੀਤਾ ਗਿਆ। ਵਰਕਰਾਂ ਵਲੋਂ ਫੁੱਲਾਂ ਦੀ ਵਰਖਾ ਕਰਕੇ ਅਤੇ ਢੋਲ-ਨਗਾਰਿਆਂ ਨਾਲ ਖੁਸ਼ੀ ਪ੍ਰਗਟ ਕੀਤੀ ਗਈ।	[180, 522, 257, 549]
weather-row	[28, 876, 98, 902]
weather-footer: ਸੂਰਜ ਚੜ੍ਹੇਗਾ 10 ਫ਼ਰਵਰੀ	[28, 957, 98, 965]
weather-min: 08.0 ਡਿ	[79, 921, 96, 926]
section-rule	[25, 455, 501, 456]
cab-body-3: ਪੰਜਾਬ ਦੀ ਰਾਜਨੀਤੀ ਵਿਚ ਅੱਜ ਸ਼੍ਰੋਮਣੀ ਅਕਾਲੀ ਦਲ ਦੇ ਸੀਨੀਅਰ ਆਗੂ ਦੀ ਸ਼ੁਕਰਾਨਾ ਯਾਤਰਾ ਦੌਰਾਨ ਵੱਖ-ਵੱਖ ਥਾਵਾਂ 'ਤੇ ਭਰਵਾਂ ਸਵਾਗਤ ਕੀਤਾ ਗਿਆ। ਵਰਕਰਾਂ ਵਲੋਂ ਫੁੱਲਾਂ ਦੀ ਵਰਖਾ ਕਰਕੇ ਅਤੇ ਢੋਲ-ਨਗਾਰਿਆਂ ਨਾਲ ਖੁਸ਼ੀ ਪ੍ਰਗਟ ਕੀਤੀ ਗਈ।	[262, 921, 342, 948]
weather-city: ਲੁਧਿਆਣਾ	[30, 904, 96, 912]
